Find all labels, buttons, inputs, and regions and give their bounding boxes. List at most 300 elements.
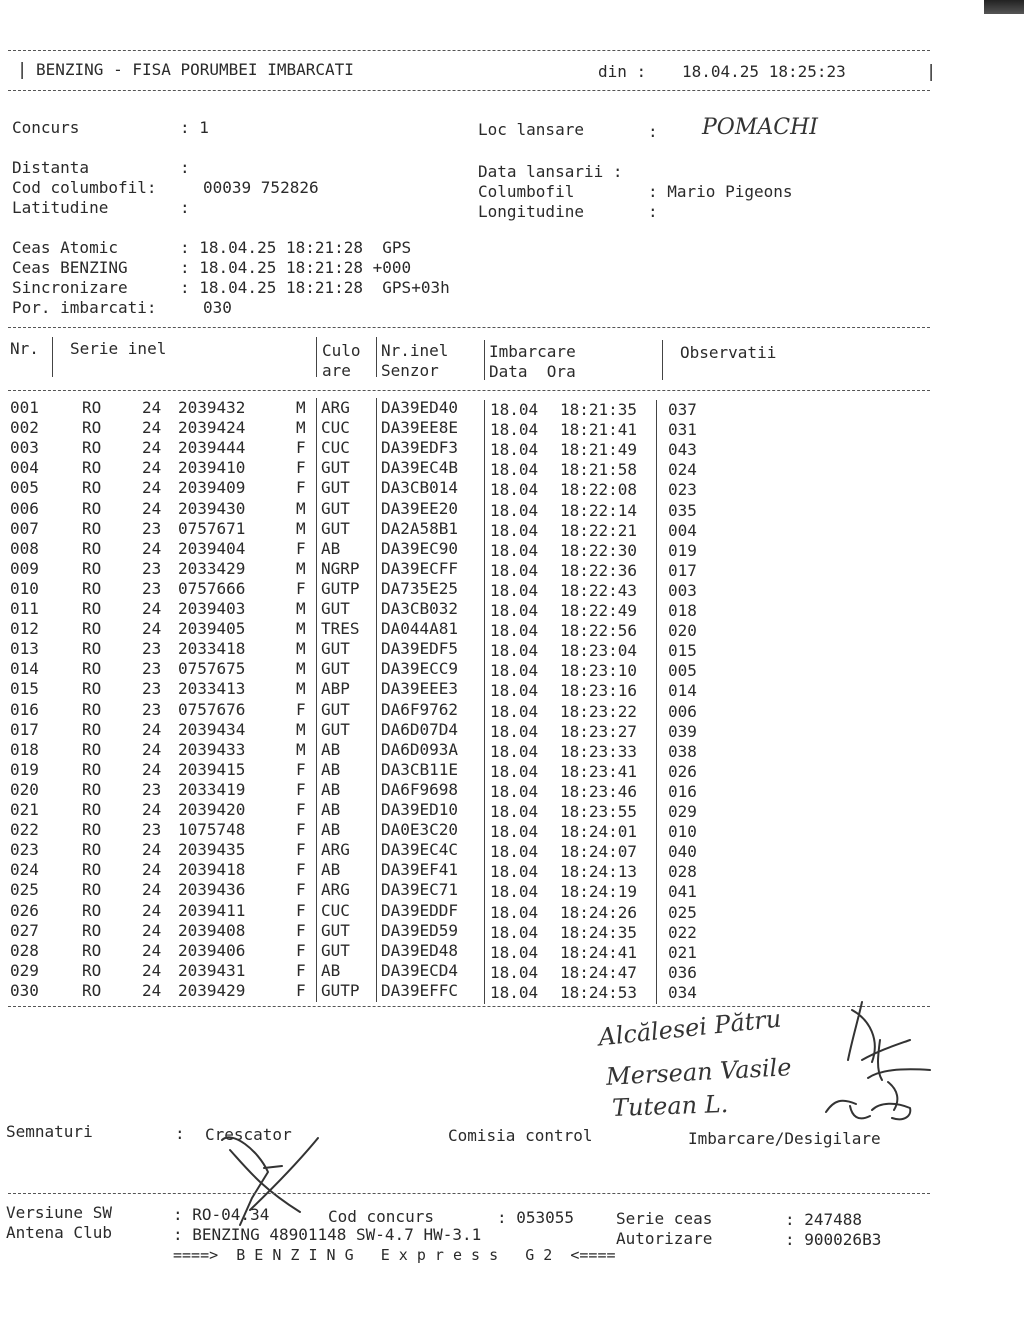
- row-an: 23: [142, 679, 162, 699]
- row-data: 18.04: [490, 902, 539, 922]
- row-senzor: DA6D093A: [381, 739, 459, 759]
- longitudine-label: Longitudine: [478, 202, 584, 221]
- row-ora: 18:22:49: [560, 601, 638, 620]
- row-senzor: DA735E25: [381, 578, 459, 598]
- row-culoare: GUT: [321, 940, 350, 960]
- row-data: 18.04: [490, 842, 539, 862]
- row-nr: 004: [10, 458, 39, 478]
- row-an: 24: [142, 960, 162, 980]
- row-obs: 010: [668, 822, 697, 842]
- col-header-serie-inel: Serie inel: [70, 339, 167, 358]
- comisia-control-label: Comisia control: [448, 1126, 593, 1145]
- row-nr: 029: [10, 960, 39, 980]
- imbarcare-desigilare-label: Imbarcare/Desigilare: [688, 1129, 881, 1148]
- row-sex: M: [296, 418, 306, 438]
- row-culoare: CUC: [321, 418, 350, 438]
- row-culoare: GUT: [321, 478, 350, 498]
- row-culoare: CUC: [321, 900, 350, 920]
- autorizare-label: Autorizare: [616, 1229, 713, 1248]
- row-tara: RO: [82, 619, 102, 639]
- row-data: 18.04: [490, 420, 539, 440]
- row-an: 24: [142, 619, 162, 639]
- cod-columbofil-label: Cod columbofil:: [12, 178, 157, 197]
- row-inel: 2039434: [178, 719, 246, 739]
- row-sex: F: [296, 820, 306, 840]
- row-obs: 036: [668, 962, 697, 982]
- row-obs: 034: [668, 982, 697, 1002]
- row-inel: 2039418: [178, 860, 246, 880]
- row-tara: RO: [82, 960, 102, 980]
- row-obs: 023: [668, 480, 697, 500]
- row-tara: RO: [82, 880, 102, 900]
- row-inel: 2039409: [178, 478, 246, 498]
- row-obs: 018: [668, 601, 697, 620]
- handwritten-name-2: Mersean Vasile: [605, 1053, 793, 1091]
- page-title: BENZING - FISA PORUMBEI IMBARCATI: [36, 60, 354, 79]
- row-tara: RO: [82, 679, 102, 699]
- row-culoare: AB: [321, 860, 341, 880]
- row-obs: 024: [668, 460, 697, 480]
- row-data: 18.04: [490, 922, 539, 942]
- row-nr: 025: [10, 880, 39, 900]
- row-data: 18.04: [490, 781, 539, 801]
- row-senzor: DA39EE8E: [381, 418, 459, 438]
- crescator-label: Crescator: [205, 1125, 292, 1144]
- row-nr: 020: [10, 779, 39, 799]
- din-label: din :: [598, 62, 647, 81]
- row-an: 23: [142, 659, 162, 679]
- row-tara: RO: [82, 800, 102, 819]
- row-nr: 016: [10, 699, 39, 719]
- header-right-bar: |: [926, 62, 937, 82]
- row-sex: M: [296, 679, 306, 699]
- signature-commission-stroke-3: [826, 1101, 910, 1120]
- row-ora: 18:24:26: [560, 902, 638, 922]
- col-header-culoare-2: are: [322, 361, 351, 380]
- row-data: 18.04: [490, 560, 539, 580]
- row-sex: M: [296, 518, 306, 538]
- row-culoare: AB: [321, 538, 341, 558]
- row-nr: 015: [10, 679, 39, 699]
- row-inel: 2039403: [178, 599, 246, 618]
- row-culoare: GUT: [321, 719, 350, 739]
- row-obs: 014: [668, 681, 697, 701]
- row-an: 24: [142, 800, 162, 819]
- row-inel: 2039429: [178, 980, 246, 1000]
- distanta-value: :: [180, 158, 190, 177]
- col-header-culoare-1: Culo: [322, 341, 361, 360]
- col-header-observatii: Observatii: [680, 343, 777, 362]
- row-obs: 037: [668, 400, 697, 419]
- row-inel: 2039404: [178, 538, 246, 558]
- longitudine-value: :: [648, 202, 658, 221]
- handwritten-name-3: Tutean L.: [611, 1089, 729, 1123]
- row-tara: RO: [82, 498, 102, 518]
- row-an: 24: [142, 719, 162, 739]
- row-tara: RO: [82, 980, 102, 1000]
- row-senzor: DA6D07D4: [381, 719, 459, 739]
- row-data: 18.04: [490, 621, 539, 641]
- row-senzor: DA39ECFF: [381, 558, 459, 578]
- row-ora: 18:22:21: [560, 520, 638, 540]
- row-obs: 029: [668, 802, 697, 821]
- row-culoare: GUT: [321, 599, 350, 618]
- row-sex: F: [296, 840, 306, 860]
- row-ora: 18:24:41: [560, 942, 638, 962]
- row-senzor: DA39EF41: [381, 860, 459, 880]
- latitudine-label: Latitudine: [12, 198, 109, 217]
- row-an: 23: [142, 578, 162, 598]
- row-culoare: AB: [321, 960, 341, 980]
- row-obs: 031: [668, 420, 697, 440]
- row-senzor: DA39ECD4: [381, 960, 459, 980]
- row-data: 18.04: [490, 962, 539, 982]
- row-nr: 013: [10, 639, 39, 659]
- row-nr: 003: [10, 438, 39, 458]
- row-ora: 18:24:13: [560, 862, 638, 882]
- row-sex: M: [296, 619, 306, 639]
- row-senzor: DA39EC4C: [381, 840, 459, 860]
- row-tara: RO: [82, 900, 102, 920]
- row-obs: 015: [668, 641, 697, 661]
- row-an: 24: [142, 418, 162, 438]
- row-ora: 18:24:19: [560, 882, 638, 902]
- row-tara: RO: [82, 398, 102, 417]
- row-inel: 2033418: [178, 639, 246, 659]
- row-senzor: DA39EEE3: [381, 679, 459, 699]
- row-inel: 2033429: [178, 558, 246, 578]
- row-an: 23: [142, 779, 162, 799]
- row-ora: 18:21:41: [560, 420, 638, 440]
- row-obs: 016: [668, 781, 697, 801]
- row-inel: 2039432: [178, 398, 246, 417]
- ceas-benzing-value: : 18.04.25 18:21:28 +000: [180, 258, 412, 277]
- row-inel: 2039430: [178, 498, 246, 518]
- row-sex: F: [296, 800, 306, 819]
- row-ora: 18:21:49: [560, 440, 638, 460]
- cod-columbofil-value: 00039 752826: [203, 178, 319, 197]
- row-obs: 043: [668, 440, 697, 460]
- row-ora: 18:23:22: [560, 701, 638, 721]
- row-culoare: TRES: [321, 619, 360, 639]
- row-obs: 040: [668, 842, 697, 862]
- row-data: 18.04: [490, 580, 539, 600]
- row-tara: RO: [82, 578, 102, 598]
- row-an: 24: [142, 438, 162, 458]
- row-culoare: AB: [321, 759, 341, 779]
- row-ora: 18:23:10: [560, 661, 638, 681]
- row-senzor: DA3CB032: [381, 599, 459, 618]
- row-inel: 2039444: [178, 438, 246, 458]
- row-nr: 008: [10, 538, 39, 558]
- row-culoare: AB: [321, 779, 341, 799]
- row-nr: 018: [10, 739, 39, 759]
- row-tara: RO: [82, 438, 102, 458]
- row-data: 18.04: [490, 520, 539, 540]
- row-an: 24: [142, 759, 162, 779]
- row-sex: F: [296, 538, 306, 558]
- footer-top-rule: [8, 1193, 930, 1194]
- row-sex: F: [296, 779, 306, 799]
- row-inel: 2039435: [178, 840, 246, 860]
- row-senzor: DA39ED10: [381, 800, 459, 819]
- row-an: 24: [142, 920, 162, 940]
- row-tara: RO: [82, 418, 102, 438]
- row-inel: 2033413: [178, 679, 246, 699]
- row-senzor: DA6F9698: [381, 779, 459, 799]
- row-sex: F: [296, 980, 306, 1000]
- handwritten-name-1: Alcălesei Pătru: [597, 1004, 783, 1052]
- row-culoare: CUC: [321, 438, 350, 458]
- row-culoare: ABP: [321, 679, 350, 699]
- row-nr: 007: [10, 518, 39, 538]
- row-an: 23: [142, 820, 162, 840]
- row-data: 18.04: [490, 400, 539, 419]
- row-ora: 18:24:07: [560, 842, 638, 862]
- row-an: 23: [142, 558, 162, 578]
- row-ora: 18:23:46: [560, 781, 638, 801]
- row-an: 24: [142, 498, 162, 518]
- row-inel: 2039420: [178, 800, 246, 819]
- row-an: 24: [142, 880, 162, 900]
- row-data: 18.04: [490, 802, 539, 821]
- row-an: 24: [142, 458, 162, 478]
- row-nr: 024: [10, 860, 39, 880]
- row-sex: M: [296, 398, 306, 417]
- row-obs: 021: [668, 942, 697, 962]
- row-an: 23: [142, 639, 162, 659]
- row-culoare: AB: [321, 800, 341, 819]
- loc-lansare-label: Loc lansare: [478, 120, 584, 139]
- por-imbarcati-label: Por. imbarcati:: [12, 298, 157, 317]
- row-senzor: DA39EFFC: [381, 980, 459, 1000]
- row-tara: RO: [82, 639, 102, 659]
- row-sex: F: [296, 880, 306, 900]
- row-culoare: GUTP: [321, 578, 360, 598]
- row-obs: 004: [668, 520, 697, 540]
- row-inel: 2039405: [178, 619, 246, 639]
- row-culoare: GUT: [321, 699, 350, 719]
- row-inel: 0757676: [178, 699, 246, 719]
- row-nr: 021: [10, 800, 39, 819]
- row-obs: 025: [668, 902, 697, 922]
- row-inel: 2039433: [178, 739, 246, 759]
- row-ora: 18:21:35: [560, 400, 638, 419]
- row-sex: F: [296, 699, 306, 719]
- row-an: 24: [142, 940, 162, 960]
- row-culoare: GUT: [321, 458, 350, 478]
- row-senzor: DA39ECC9: [381, 659, 459, 679]
- row-data: 18.04: [490, 942, 539, 962]
- row-tara: RO: [82, 478, 102, 498]
- row-ora: 18:22:08: [560, 480, 638, 500]
- row-senzor: DA39EC71: [381, 880, 459, 900]
- col-header-nr-inel: Nr.inel: [381, 341, 449, 360]
- versiune-sw-label: Versiune SW: [6, 1203, 112, 1222]
- row-senzor: DA6F9762: [381, 699, 459, 719]
- row-obs: 017: [668, 560, 697, 580]
- row-culoare: ARG: [321, 840, 350, 860]
- row-sex: M: [296, 739, 306, 759]
- row-data: 18.04: [490, 882, 539, 902]
- row-culoare: ARG: [321, 880, 350, 900]
- row-obs: 022: [668, 922, 697, 942]
- row-senzor: DA39EC4B: [381, 458, 459, 478]
- concurs-value: : 1: [180, 118, 209, 137]
- row-nr: 017: [10, 719, 39, 739]
- row-an: 24: [142, 900, 162, 920]
- row-ora: 18:24:01: [560, 822, 638, 842]
- row-inel: 2039436: [178, 880, 246, 900]
- row-ora: 18:23:04: [560, 641, 638, 661]
- row-data: 18.04: [490, 681, 539, 701]
- semnaturi-sep: :: [175, 1124, 185, 1143]
- col-header-senzor: Senzor: [381, 361, 439, 380]
- row-nr: 027: [10, 920, 39, 940]
- por-imbarcati-value: 030: [203, 298, 232, 317]
- row-ora: 18:23:33: [560, 741, 638, 761]
- row-senzor: DA2A58B1: [381, 518, 459, 538]
- din-value: 18.04.25 18:25:23: [682, 62, 846, 81]
- ceas-atomic-value: : 18.04.25 18:21:28 GPS: [180, 238, 412, 257]
- row-inel: 2033419: [178, 779, 246, 799]
- row-sex: F: [296, 478, 306, 498]
- columbofil-value: : Mario Pigeons: [648, 182, 793, 201]
- row-ora: 18:22:56: [560, 621, 638, 641]
- row-sex: M: [296, 719, 306, 739]
- row-senzor: DA39ED48: [381, 940, 459, 960]
- row-inel: 2039431: [178, 960, 246, 980]
- row-tara: RO: [82, 699, 102, 719]
- row-tara: RO: [82, 518, 102, 538]
- row-sex: M: [296, 498, 306, 518]
- columbofil-label: Columbofil: [478, 182, 575, 201]
- row-data: 18.04: [490, 661, 539, 681]
- row-senzor: DA3CB11E: [381, 759, 459, 779]
- row-inel: 2039411: [178, 900, 246, 920]
- row-tara: RO: [82, 739, 102, 759]
- row-nr: 030: [10, 980, 39, 1000]
- row-data: 18.04: [490, 761, 539, 781]
- row-senzor: DA39EDF3: [381, 438, 459, 458]
- row-obs: 028: [668, 862, 697, 882]
- row-ora: 18:22:30: [560, 540, 638, 560]
- row-tara: RO: [82, 940, 102, 960]
- row-senzor: DA39EE20: [381, 498, 459, 518]
- row-data: 18.04: [490, 500, 539, 520]
- benzing-express-banner: ====> B E N Z I N G E x p r e s s G 2 <====: [173, 1246, 616, 1264]
- row-sex: F: [296, 900, 306, 920]
- row-ora: 18:23:55: [560, 802, 638, 821]
- row-senzor: DA044A81: [381, 619, 459, 639]
- row-sex: M: [296, 599, 306, 618]
- row-ora: 18:24:53: [560, 982, 638, 1002]
- row-obs: 041: [668, 882, 697, 902]
- sincronizare-label: Sincronizare: [12, 278, 128, 297]
- row-senzor: DA39EDF5: [381, 639, 459, 659]
- row-ora: 18:24:35: [560, 922, 638, 942]
- row-data: 18.04: [490, 721, 539, 741]
- row-culoare: GUTP: [321, 980, 360, 1000]
- row-culoare: AB: [321, 820, 341, 840]
- row-sex: F: [296, 759, 306, 779]
- row-tara: RO: [82, 779, 102, 799]
- row-data: 18.04: [490, 540, 539, 560]
- row-nr: 005: [10, 478, 39, 498]
- row-culoare: AB: [321, 739, 341, 759]
- ceas-benzing-label: Ceas BENZING: [12, 258, 128, 277]
- row-data: 18.04: [490, 480, 539, 500]
- col-header-nr: Nr.: [10, 339, 39, 358]
- serie-ceas-label: Serie ceas: [616, 1209, 713, 1228]
- row-sex: F: [296, 578, 306, 598]
- row-ora: 18:23:27: [560, 721, 638, 741]
- row-culoare: GUT: [321, 498, 350, 518]
- row-inel: 0757671: [178, 518, 246, 538]
- row-tara: RO: [82, 719, 102, 739]
- row-tara: RO: [82, 558, 102, 578]
- row-an: 24: [142, 739, 162, 759]
- row-an: 24: [142, 538, 162, 558]
- cod-concurs-label: Cod concurs: [328, 1207, 434, 1226]
- row-culoare: GUT: [321, 920, 350, 940]
- row-an: 24: [142, 478, 162, 498]
- cod-concurs-value: : 053055: [497, 1208, 575, 1227]
- row-ora: 18:24:47: [560, 962, 638, 982]
- row-an: 23: [142, 518, 162, 538]
- row-nr: 006: [10, 498, 39, 518]
- row-nr: 002: [10, 418, 39, 438]
- row-ora: 18:22:36: [560, 560, 638, 580]
- row-nr: 009: [10, 558, 39, 578]
- row-obs: 020: [668, 621, 697, 641]
- row-inel: 2039410: [178, 458, 246, 478]
- row-culoare: GUT: [321, 518, 350, 538]
- row-obs: 035: [668, 500, 697, 520]
- row-nr: 026: [10, 900, 39, 920]
- row-data: 18.04: [490, 982, 539, 1002]
- row-sex: F: [296, 920, 306, 940]
- autorizare-value: : 900026B3: [785, 1230, 882, 1249]
- row-nr: 010: [10, 578, 39, 598]
- row-sex: F: [296, 960, 306, 980]
- row-sex: M: [296, 558, 306, 578]
- row-obs: 026: [668, 761, 697, 781]
- row-tara: RO: [82, 840, 102, 860]
- row-sex: F: [296, 860, 306, 880]
- row-data: 18.04: [490, 641, 539, 661]
- loc-lansare-sep: :: [648, 122, 658, 141]
- concurs-label: Concurs: [12, 118, 80, 137]
- row-ora: 18:22:14: [560, 500, 638, 520]
- row-obs: 039: [668, 721, 697, 741]
- row-sex: M: [296, 639, 306, 659]
- row-nr: 012: [10, 619, 39, 639]
- row-tara: RO: [82, 759, 102, 779]
- row-obs: 006: [668, 701, 697, 721]
- row-nr: 022: [10, 820, 39, 840]
- row-obs: 003: [668, 580, 697, 600]
- row-tara: RO: [82, 599, 102, 618]
- row-culoare: ARG: [321, 398, 350, 417]
- row-nr: 011: [10, 599, 39, 618]
- serie-ceas-value: : 247488: [785, 1210, 863, 1229]
- row-an: 24: [142, 980, 162, 1000]
- row-data: 18.04: [490, 460, 539, 480]
- row-tara: RO: [82, 458, 102, 478]
- row-senzor: DA39EDDF: [381, 900, 459, 920]
- row-tara: RO: [82, 860, 102, 880]
